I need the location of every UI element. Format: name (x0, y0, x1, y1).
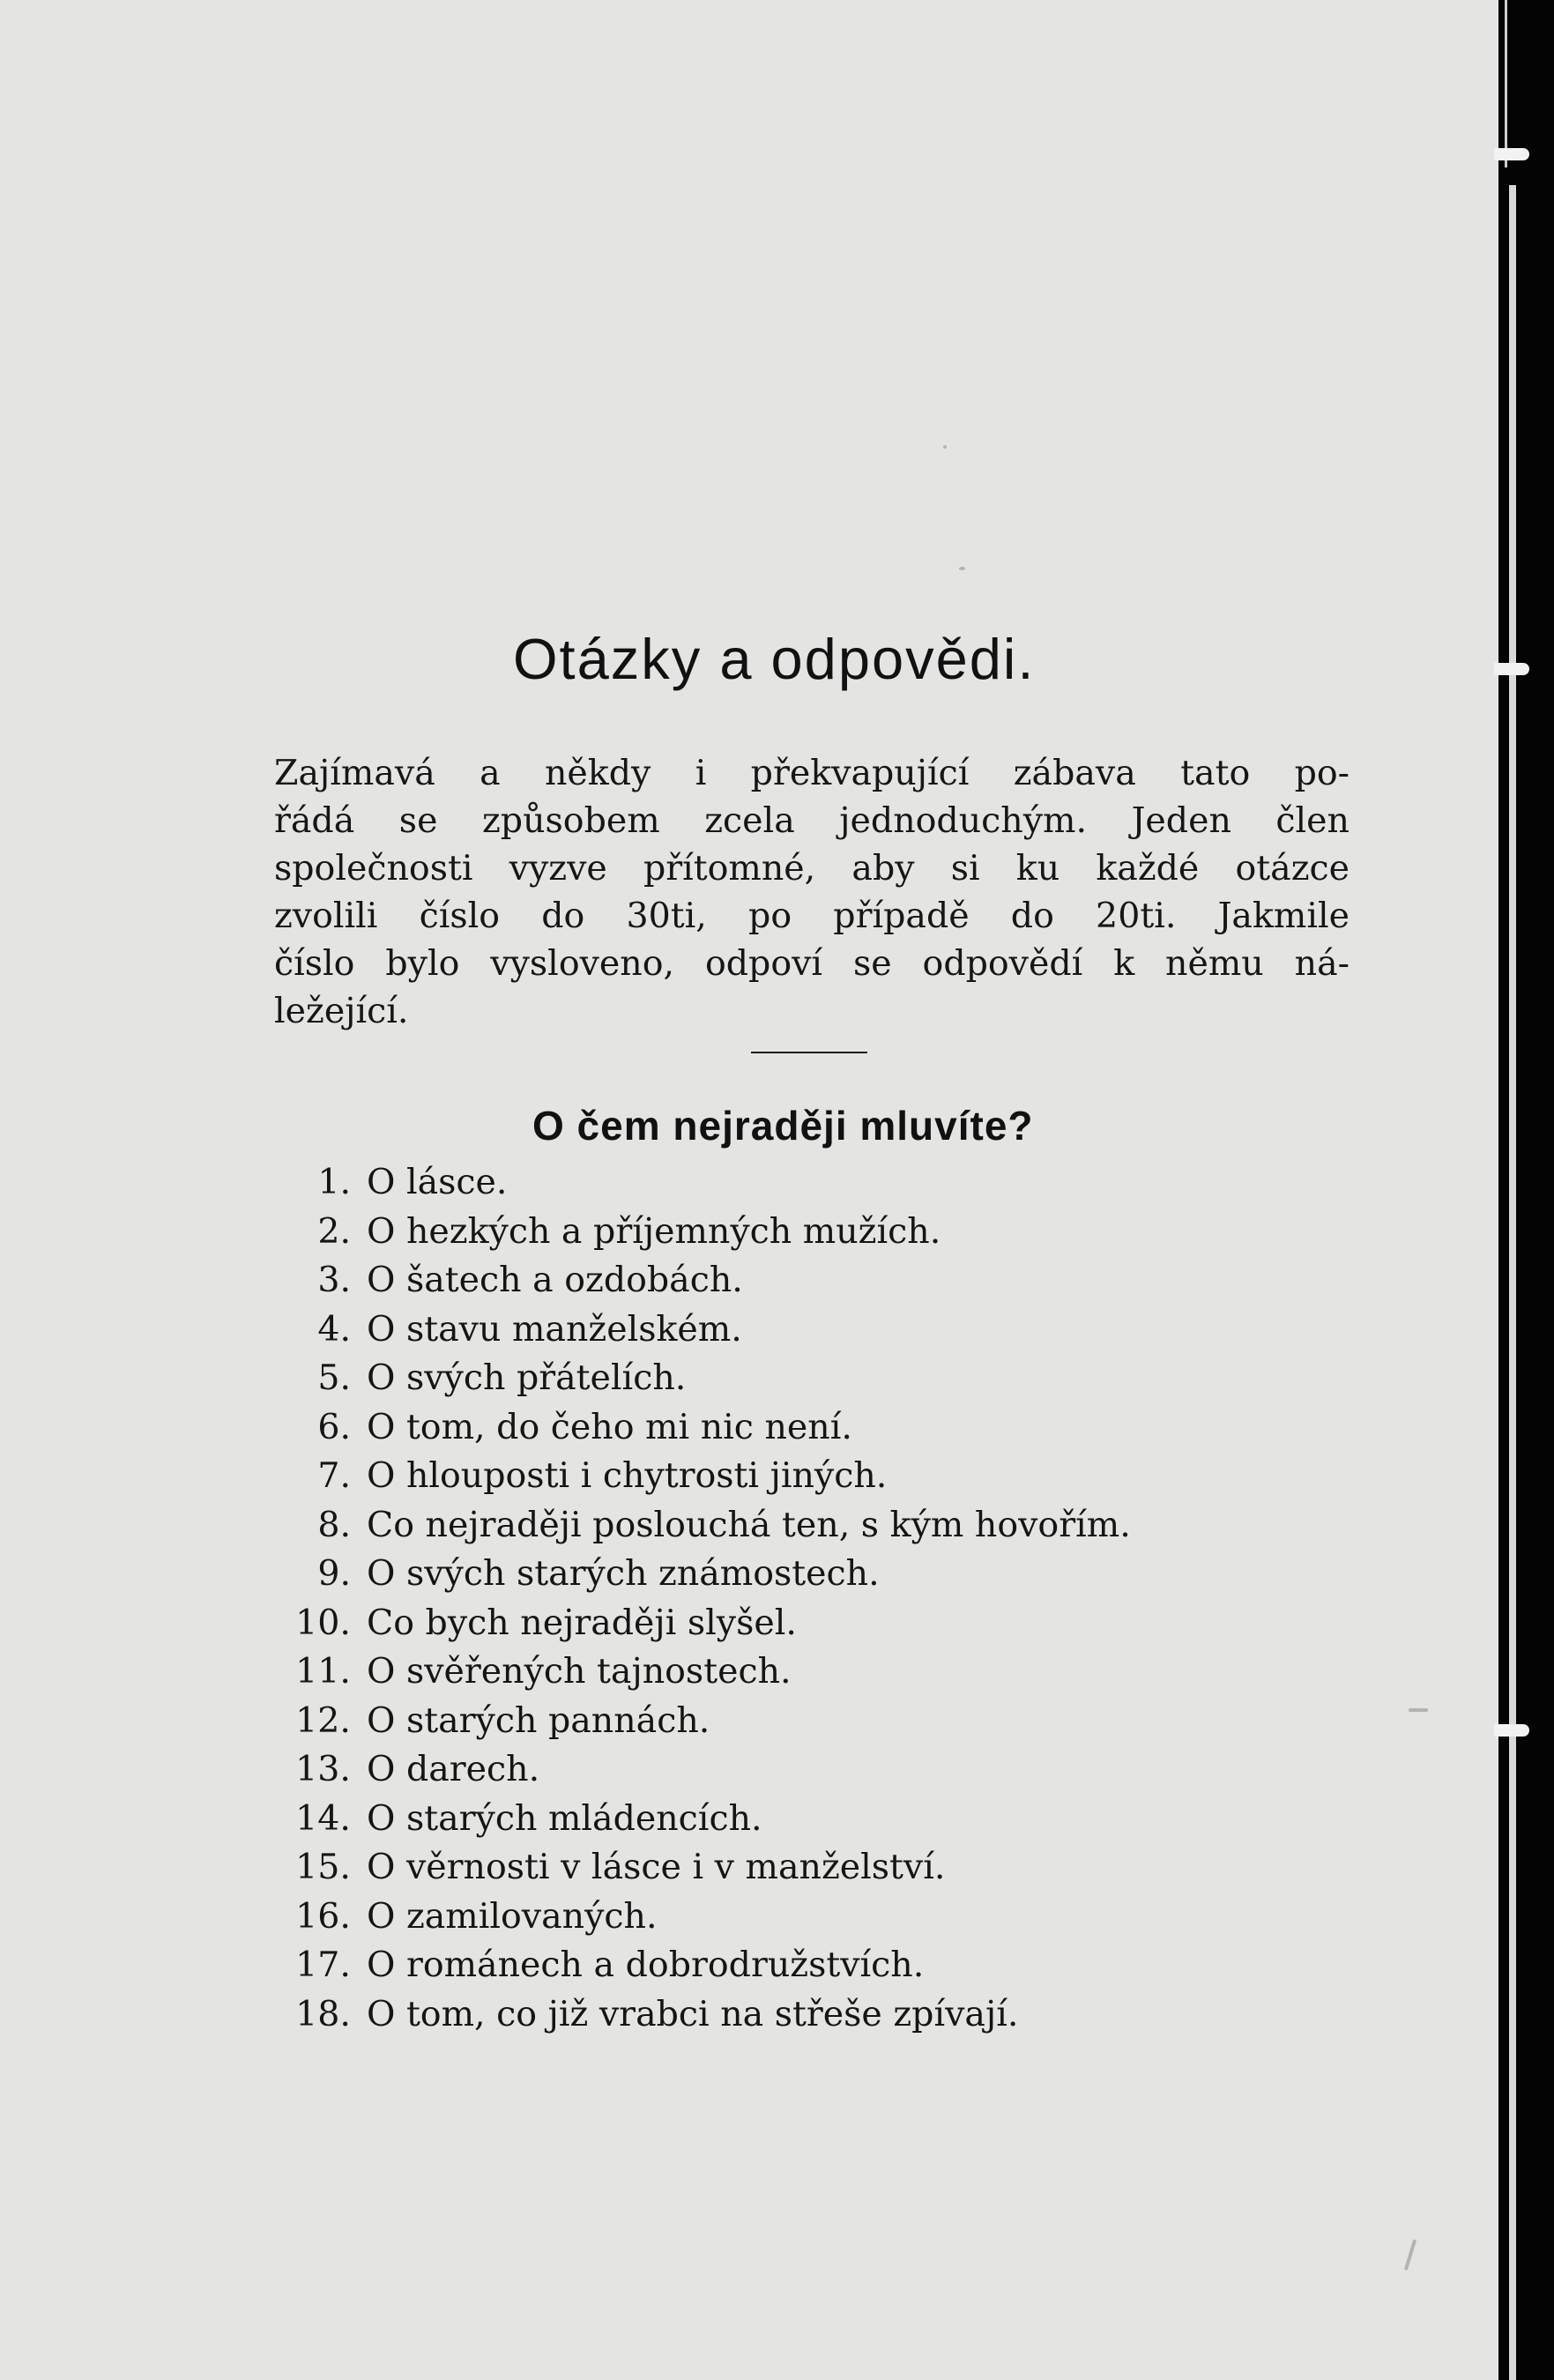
answer-text: O zamilovaných. (367, 1895, 658, 1937)
answer-list (264, 1158, 1131, 2039)
answer-number: 12. (295, 1699, 351, 1741)
answer-item (264, 1403, 1131, 1453)
answer-text: O lásce. (367, 1162, 508, 1202)
answer-number: 3. (317, 1260, 351, 1300)
answer-number: 4. (317, 1308, 351, 1350)
answer-text: O stavu manželském. (367, 1308, 742, 1350)
answer-text: O svěřených tajnostech. (367, 1651, 792, 1692)
paper-speck (959, 567, 965, 570)
answer-item (264, 1843, 1131, 1893)
answer-number: 8. (317, 1504, 351, 1545)
answer-number: 13. (295, 1749, 351, 1789)
answer-number: 18. (295, 1993, 351, 2034)
binding-notch (1494, 148, 1529, 160)
answer-item (264, 1158, 1131, 1208)
answer-item (264, 1893, 1131, 1942)
answer-text: O hlouposti i chytrosti jiných. (367, 1455, 888, 1496)
binding-notch (1494, 663, 1529, 675)
answer-number: 7. (317, 1455, 351, 1496)
binding-rule (1509, 185, 1516, 2380)
answer-item (264, 1795, 1131, 1844)
paper-speck (1404, 2239, 1416, 2271)
answer-item (264, 1208, 1131, 1257)
answer-text: O darech. (367, 1749, 540, 1789)
answer-item (264, 1990, 1131, 2040)
answer-item (264, 1599, 1131, 1648)
answer-text: Co bych nejraději slyšel. (367, 1602, 797, 1643)
answer-text: O tom, do čeho mi nic není. (367, 1406, 852, 1447)
answer-item (264, 1452, 1131, 1501)
answer-item (264, 1745, 1131, 1795)
question-heading: O čem nejraději mluvíte? (532, 1103, 1034, 1149)
answer-number: 14. (295, 1797, 351, 1839)
answer-text: O hezkých a příjemných mužích. (367, 1210, 941, 1252)
intro-paragraph (274, 749, 1350, 1035)
answer-item (264, 1550, 1131, 1599)
answer-number: 17. (295, 1945, 351, 1985)
binding-rule (1505, 0, 1507, 167)
answer-number: 1. (317, 1162, 351, 1202)
intro-line: Zajímavá a někdy i překvapující zábava tato po- (274, 753, 1350, 793)
intro-line: zvolili číslo do 30ti, po případě do 20ti. Jakmile (274, 896, 1350, 936)
answer-text: O šatech a ozdobách. (367, 1260, 743, 1300)
answer-item (264, 1501, 1131, 1551)
intro-line: řádá se způsobem zcela jednoduchým. Jeden člen (274, 800, 1350, 841)
section-divider (751, 1052, 867, 1053)
answer-text: O románech a dobrodružstvích. (367, 1945, 925, 1985)
answer-number: 2. (317, 1210, 351, 1252)
paper-speck (1409, 1708, 1428, 1712)
answer-item (264, 1647, 1131, 1697)
page-title: Otázky a odpovědi. (513, 627, 1036, 691)
answer-item (264, 1697, 1131, 1746)
answer-number: 6. (317, 1406, 351, 1447)
answer-item (264, 1941, 1131, 1990)
answer-text: Co nejraději poslouchá ten, s kým hovořím. (367, 1504, 1131, 1545)
answer-number: 10. (295, 1602, 351, 1643)
answer-number: 16. (295, 1895, 351, 1937)
answer-text: O svých přátelích. (367, 1357, 687, 1398)
answer-number: 11. (295, 1651, 351, 1692)
answer-text: O svých starých známostech. (367, 1553, 880, 1594)
answer-number: 15. (295, 1847, 351, 1887)
answer-item (264, 1256, 1131, 1305)
answer-item (264, 1305, 1131, 1355)
intro-line: ležející. (274, 991, 409, 1031)
answer-number: 9. (317, 1553, 351, 1594)
answer-text: O tom, co již vrabci na střeše zpívají. (367, 1993, 1019, 2034)
paper-speck (943, 445, 947, 449)
answer-text: O starých pannách. (367, 1699, 710, 1741)
answer-text: O starých mládencích. (367, 1797, 762, 1839)
intro-line: společnosti vyzve přítomné, aby si ku každé otázce (274, 848, 1350, 889)
intro-line: číslo bylo vysloveno, odpoví se odpovědí k němu ná- (274, 943, 1350, 984)
answer-number: 5. (317, 1357, 351, 1398)
scan-edge (1498, 0, 1554, 2380)
binding-notch (1494, 1724, 1529, 1737)
answer-text: O věrnosti v lásce i v manželství. (367, 1847, 946, 1887)
answer-item (264, 1354, 1131, 1403)
